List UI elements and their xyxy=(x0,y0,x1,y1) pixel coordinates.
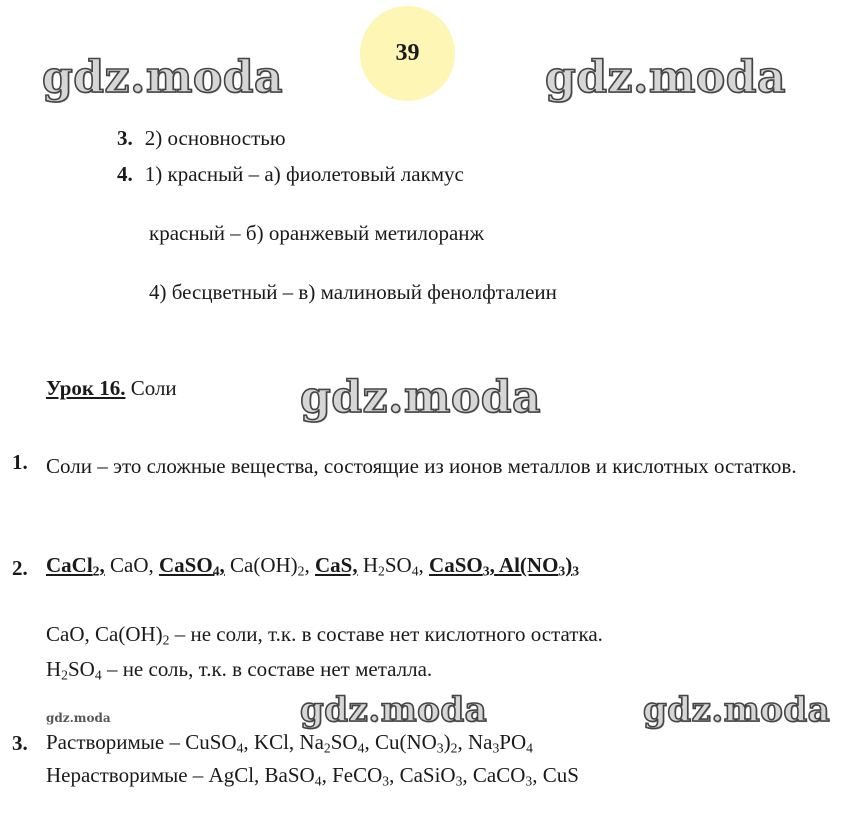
formula-h2so4: $H_2SO_4$, xyxy=(362,553,424,579)
formula-cao: CaO, xyxy=(110,553,154,577)
item-text: 2) основностью xyxy=(144,126,286,150)
item-text: 1) красный – а) фиолетовый лакмус xyxy=(144,162,464,186)
question-2-formulas xyxy=(46,553,579,578)
formula-caso3-alno3: CaSO$_3$, $Al(NO_3)_3$ xyxy=(429,553,580,579)
page-number-badge xyxy=(360,6,455,101)
answer-item-4 xyxy=(117,162,464,187)
insoluble-line: Нерастворимые – AgCl, BaSO$_4$, FeCO$_3$, CaSiO$_3$, CaCO$_3$, CuS xyxy=(46,763,579,789)
lesson-title: Урок 16. xyxy=(46,376,126,400)
formula-cas: CaS, xyxy=(315,553,358,577)
formula-caso4: CaSO$_4$, xyxy=(159,553,225,579)
question-2-note-2: $H_2SO_4$ – не соль, т.к. в составе нет металла. xyxy=(46,657,433,683)
lesson-heading xyxy=(46,376,177,401)
answer-item-3 xyxy=(117,126,286,151)
item-number: 3. xyxy=(117,126,133,150)
watermark-top-right: gdz.moda xyxy=(545,52,787,103)
watermark-small: gdz.moda xyxy=(46,711,111,725)
formula-caoh2: $Ca(OH)_2$, xyxy=(230,553,310,579)
question-2-note-1: CaO, $Ca(OH)_2$ – не соли, т.к. в составе нет кислотного остатка. xyxy=(46,622,603,648)
lesson-subtitle: Соли xyxy=(130,376,177,400)
watermark-top-left: gdz.moda xyxy=(42,52,284,103)
item4-line-3: 4) бесцветный – в) малиновый фенолфталеин xyxy=(149,280,557,304)
question-3-number: 3. xyxy=(12,731,28,755)
question-1-number: 1. xyxy=(12,450,28,474)
watermark-lower-right: gdz.moda xyxy=(643,690,831,730)
question-1-text: Соли – это сложные вещества, состоящие из ионов металлов и кислотных остатков. xyxy=(46,454,797,478)
watermark-middle: gdz.moda xyxy=(300,372,542,423)
soluble-line: Растворимые – CuSO$_4$, KCl, $Na_2SO_4$, $Cu(NO_3)_2$, $Na_3PO_4$ xyxy=(46,730,533,756)
formula-cacl2: CaCl$_2$, xyxy=(46,553,105,579)
item4-line-2: красный – б) оранжевый метилоранж xyxy=(149,221,485,245)
watermark-lower-center: gdz.moda xyxy=(300,690,488,730)
page-number: 39 xyxy=(395,40,420,66)
item-number: 4. xyxy=(117,162,133,186)
question-2-number: 2. xyxy=(12,556,28,580)
